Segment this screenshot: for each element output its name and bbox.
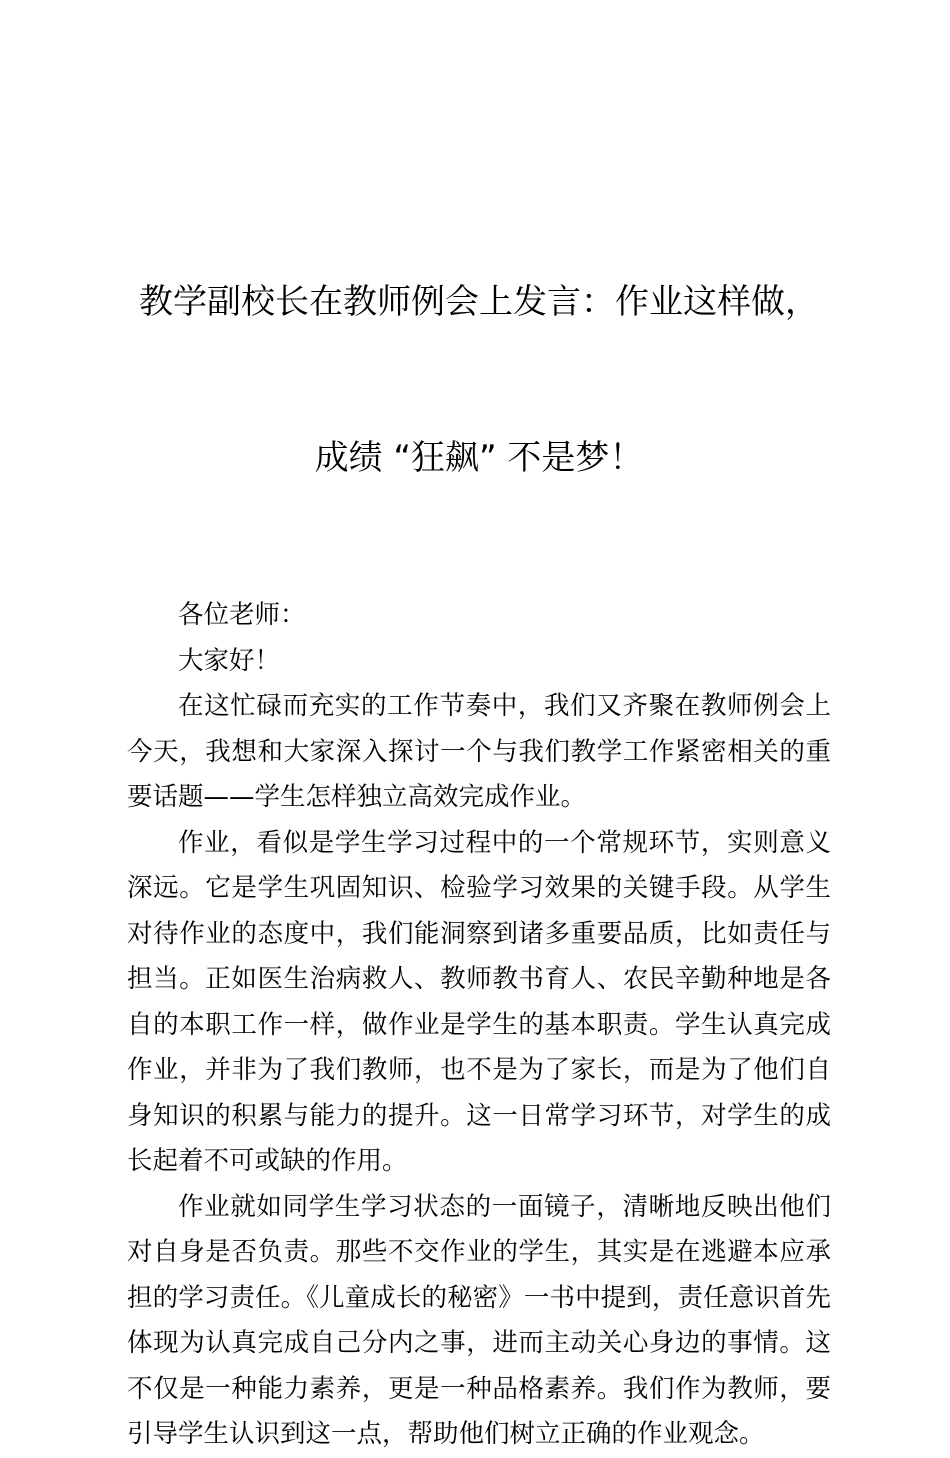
greeting: 大家好！ [178, 646, 281, 676]
salutation: 各位老师： [178, 600, 306, 630]
document-title [127, 172, 831, 588]
paragraph-intro: 在这忙碌而充实的工作节奏中，我们又齐聚在教师例会上今天，我想和大家深入探讨一个与我们教学工作紧密相关的重要话题——学生怎样独立高效完成作业。 [127, 691, 831, 812]
paragraph-significance: 作业，看似是学生学习过程中的一个常规环节，实则意义深远。它是学生巩固知识、检验学习效果的关键手段。从学生对待作业的态度中，我们能洞察到诸多重要品质，比如责任与担当。正如医生治病救人、教师教书育人、农民辛勤种地是各自的本职工作一样，做作业是学生的基本职责。学生认真完成作业，并非为了我们教师，也不是为了家长，而是为了他们自身知识的积累与能力的提升。这一日常学习环节，对学生的成长起着不可或缺的作用。 [127, 827, 831, 1176]
title-line-1: 教学副校长在教师例会上发言：作业这样做， [139, 282, 819, 322]
document-body [127, 172, 831, 1458]
title-line-2: 成绩 “狂飙” 不是梦！ [314, 438, 644, 478]
paragraph-responsibility: 作业就如同学生学习状态的一面镜子，清晰地反映出他们对自身是否负责。那些不交作业的学生，其实是在逃避本应承担的学习责任。《儿童成长的秘密》一书中提到，责任意识首先体现为认真完成自己分内之事，进而主动关心身边的事情。这不仅是一种能力素养，更是一种品格素养。我们作为教师，要引导学生认识到这一点，帮助他们树立正确的作业观念。 [127, 1191, 831, 1449]
